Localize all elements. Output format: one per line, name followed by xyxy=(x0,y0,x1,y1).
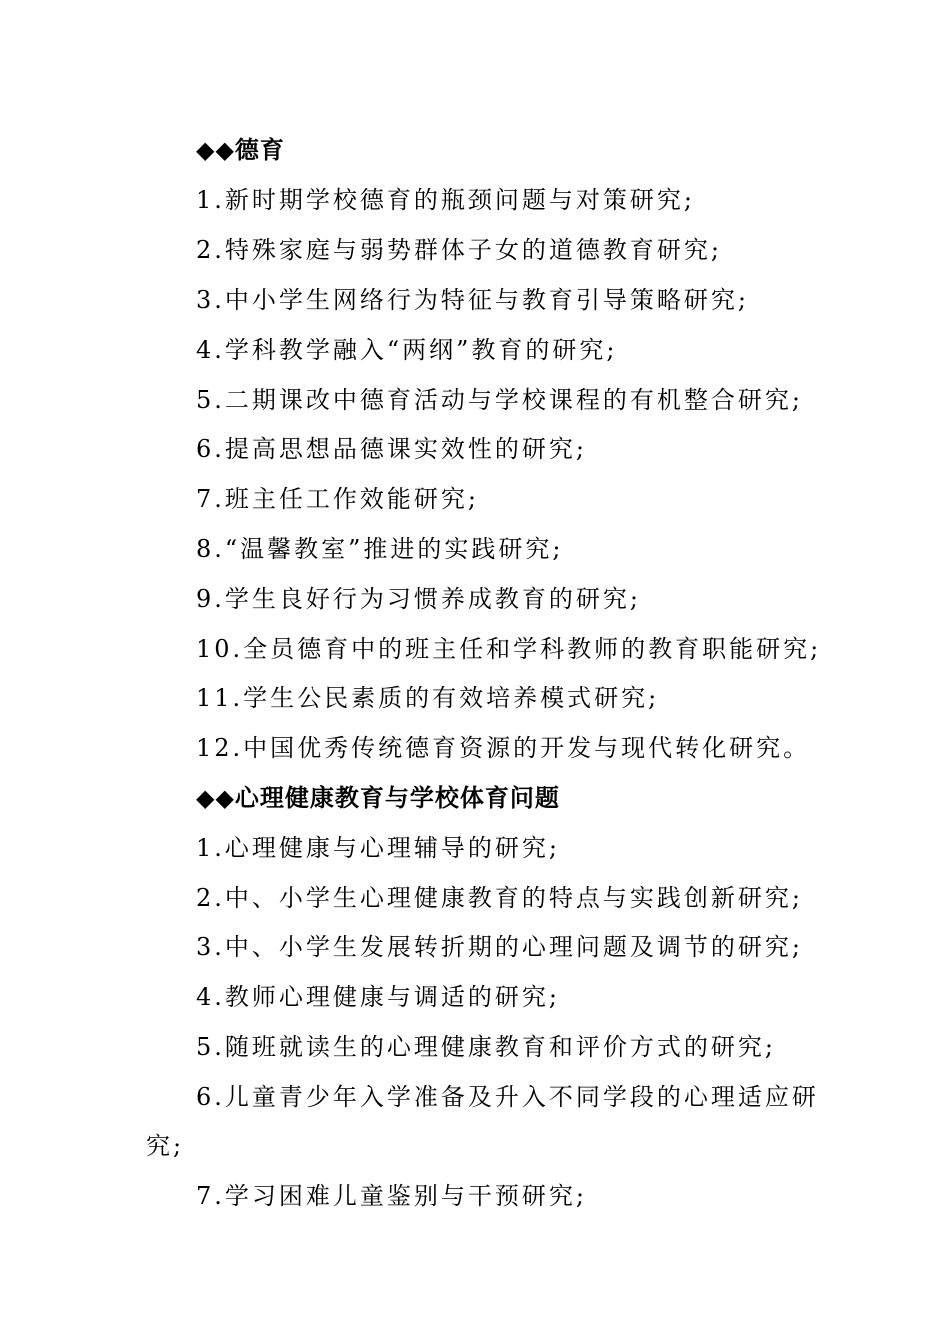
list-item-continuation: 究; xyxy=(146,1132,185,1160)
section-heading-mental-health: ◆◆心理健康教育与学校体育问题 xyxy=(196,783,560,812)
list-item: 11.学生公民素质的有效培养模式研究; xyxy=(196,684,660,712)
list-item: 12.中国优秀传统德育资源的开发与现代转化研究。 xyxy=(196,734,811,762)
list-item: 2.中、小学生心理健康教育的特点与实践创新研究; xyxy=(196,884,803,912)
list-item: 1.新时期学校德育的瓶颈问题与对策研究; xyxy=(196,186,695,214)
list-item: 7.学习困难儿童鉴别与干预研究; xyxy=(196,1182,587,1210)
list-item: 2.特殊家庭与弱势群体子女的道德教育研究; xyxy=(196,236,722,264)
section-heading-moral-education: ◆◆德育 xyxy=(196,135,285,164)
list-item: 1.心理健康与心理辅导的研究; xyxy=(196,834,560,862)
list-item: 8.“温馨教室”推进的实践研究; xyxy=(196,535,564,563)
list-item: 6.提高思想品德课实效性的研究; xyxy=(196,435,587,463)
list-item: 5.随班就读生的心理健康教育和评价方式的研究; xyxy=(196,1033,776,1061)
list-item: 3.中、小学生发展转折期的心理问题及调节的研究; xyxy=(196,933,803,961)
list-item: 4.学科教学融入“两纲”教育的研究; xyxy=(196,336,618,364)
list-item: 4.教师心理健康与调适的研究; xyxy=(196,983,560,1011)
list-item: 5.二期课改中德育活动与学校课程的有机整合研究; xyxy=(196,386,803,414)
list-item: 3.中小学生网络行为特征与教育引导策略研究; xyxy=(196,286,749,314)
list-item: 7.班主任工作效能研究; xyxy=(196,485,479,513)
list-item: 6.儿童青少年入学准备及升入不同学段的心理适应研 xyxy=(196,1083,819,1111)
list-item: 10.全员德育中的班主任和学科教师的教育职能研究; xyxy=(196,635,822,663)
list-item: 9.学生良好行为习惯养成教育的研究; xyxy=(196,585,641,613)
